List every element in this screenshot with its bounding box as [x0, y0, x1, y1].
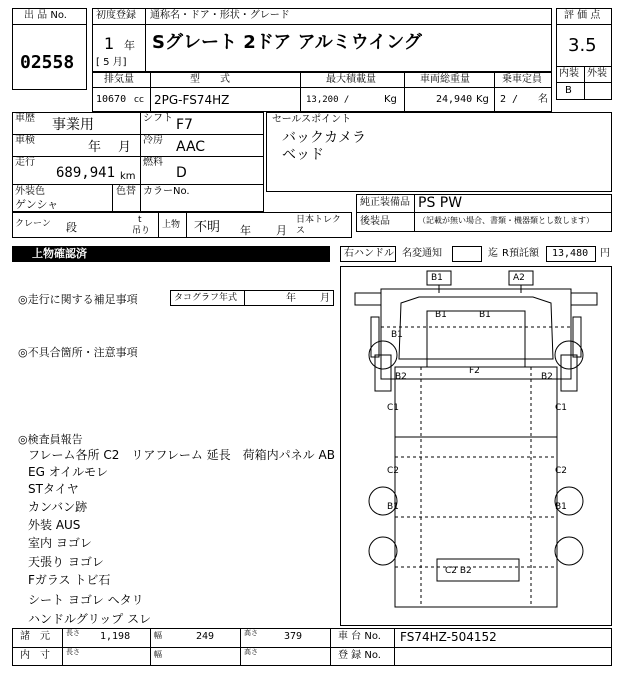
r-mileage-label: R預託額	[502, 248, 539, 259]
rating-value: 3.5	[568, 35, 597, 56]
aftermarket-note: （記載が無い場合、書類・機器類とし数します）	[418, 216, 594, 225]
diagram-label: C2	[387, 466, 400, 476]
diagram-label: C1	[555, 403, 568, 413]
displacement-value: 10670	[96, 94, 127, 105]
shift-value: F7	[176, 117, 193, 133]
interior-height-label: 高さ	[244, 648, 258, 656]
inspection-year-unit: 年	[88, 140, 102, 155]
interior-length-label: 長さ	[66, 648, 80, 656]
crane-hook-label: 吊り	[132, 226, 151, 236]
height-label: 高さ	[244, 629, 258, 637]
model-code-label: 型 式	[190, 74, 230, 85]
exterior-label: 外装	[587, 68, 607, 79]
diagram-label: F2	[469, 366, 480, 376]
r-deposit-value: 13,480	[552, 248, 589, 259]
fuel-label: 燃料	[143, 157, 163, 168]
diagram-label: B1	[555, 502, 567, 512]
height-value: 379	[284, 631, 303, 642]
diagram-label: B1	[479, 310, 491, 320]
diagram-label: C1	[387, 403, 400, 413]
inspector-line: フレーム各所 C2 リアフレーム 延長 荷箱内パネル AB	[28, 448, 335, 462]
mileage-label: 走行	[15, 157, 35, 168]
inspector-line: シート ヨゴレ ヘタリ	[28, 593, 144, 607]
japan-truck-label: 日本トレク	[296, 215, 341, 225]
crane-ton-label: t	[138, 215, 142, 225]
sales-points-label: セールスポイント	[272, 114, 352, 125]
supplement-label: ◎走行に関する補足事項	[18, 293, 138, 306]
model-name: Sグレート 2ドア アルミウイング	[152, 32, 422, 53]
mileage-value: 689,941	[56, 165, 116, 181]
inspector-label: ◎検査員報告	[18, 433, 83, 446]
color-no-label: 色替	[116, 186, 136, 197]
diagram-label: A2	[513, 273, 525, 283]
max-load-label: 最大積載量	[326, 74, 376, 85]
inspector-line: 室内 ヨゴレ	[28, 536, 92, 550]
ac-value: AAC	[176, 139, 206, 155]
inspector-line: ハンドルグリップ スレ	[28, 612, 152, 626]
tachograph-label: タコグラフ年式	[174, 293, 238, 303]
inspector-line: EG オイルモレ	[28, 465, 109, 479]
width-value: 249	[196, 631, 215, 642]
inspector-line: 外装 AUS	[28, 518, 81, 532]
chassis-label: 車 台 No.	[338, 631, 381, 642]
defects-label: ◎不具合箇所・注意事項	[18, 346, 138, 359]
color-code-label: カラーNo.	[143, 186, 190, 197]
mileage-check-label: 迄	[488, 248, 498, 259]
inspector-line: 天張り ヨゴレ	[28, 555, 104, 569]
max-load-value: 13,200 /	[306, 95, 350, 105]
crane-stage-unit: 段	[66, 221, 77, 234]
tachograph-month-unit: 月	[320, 293, 330, 304]
interior-width-label: 幅	[154, 650, 162, 659]
upper-month-unit: 月	[276, 224, 287, 237]
details-box	[12, 112, 264, 212]
diagram-label: B1	[431, 273, 443, 283]
truck-diagram	[340, 266, 612, 626]
interior-grade: B	[565, 85, 572, 96]
history-value: 事業用	[52, 117, 94, 133]
diagram-label: C2 B2	[445, 566, 472, 576]
length-value: 1,198	[100, 631, 131, 642]
upper-label: 上物	[162, 220, 181, 230]
diagram-label: C2	[555, 466, 568, 476]
gross-weight-label: 車両総重量	[420, 74, 470, 85]
diagram-label: B1	[387, 502, 399, 512]
mileage-unit: km	[120, 171, 136, 182]
name-change-box	[452, 246, 482, 262]
interior-dims-label: 内 寸	[20, 650, 50, 661]
ac-label: 冷房	[143, 135, 163, 146]
shift-label: シフト	[143, 113, 173, 124]
crane-label: クレーン	[15, 219, 51, 229]
first-reg-year: 1	[104, 34, 115, 53]
rating-label: 評 価 点	[564, 10, 601, 21]
lot-label: 出 品 No.	[24, 10, 67, 21]
aftermarket-label: 後装品	[360, 216, 390, 227]
lot-number: 02558	[20, 52, 75, 73]
diagram-label: B2	[395, 372, 407, 382]
fuel-value: D	[176, 165, 187, 181]
inspection-month-unit: 月	[118, 140, 132, 155]
inspector-line: Fガラス トビ石	[28, 573, 111, 587]
inspection-label: 車検	[15, 135, 35, 146]
r-deposit-unit: 円	[600, 248, 610, 259]
equipment-label: 純正装備品	[360, 197, 410, 208]
inspector-line: STタイヤ	[28, 482, 79, 496]
tachograph-year-unit: 年	[286, 293, 296, 304]
capacity-unit: 名	[538, 94, 548, 105]
name-change-label: 名変通知	[402, 248, 442, 259]
interior-label: 内装	[559, 68, 579, 79]
displacement-label: 排気量	[104, 74, 134, 85]
color-value: ゲンシャ	[15, 198, 59, 211]
diagram-label: B1	[435, 310, 447, 320]
diagram-label: B2	[541, 372, 553, 382]
gross-weight-unit: Kg	[476, 94, 489, 105]
chassis-value: FS74HZ-504152	[400, 630, 497, 644]
model-code: 2PG-FS74HZ	[154, 93, 230, 107]
sales-point-2: ベッド	[282, 147, 324, 163]
upper-value: 不明	[194, 220, 221, 235]
equipment-value: PS PW	[418, 195, 463, 211]
steering-value: 右ハンドル	[344, 248, 394, 259]
sales-point-1: バックカメラ	[282, 130, 366, 146]
displacement-unit: cc	[134, 95, 144, 105]
width-label: 幅	[154, 631, 162, 640]
history-label: 車歴	[15, 113, 35, 124]
capacity-value: 2 /	[500, 94, 519, 105]
inspector-line: カンバン跡	[28, 500, 88, 514]
capacity-label: 乗車定員	[502, 74, 542, 85]
japan-truck-suffix: ス	[296, 226, 306, 236]
gross-weight-value: 24,940	[436, 94, 473, 105]
first-reg-label: 初度登録	[96, 10, 136, 21]
color-label: 外装色	[15, 186, 45, 197]
dimensions-label: 諸 元	[20, 631, 50, 642]
truck-outline	[341, 267, 611, 625]
first-reg-month: [ 5 月]	[96, 57, 127, 68]
upper-confirm-label: 上物確認済	[32, 247, 87, 260]
registration-label: 登 録 No.	[338, 650, 381, 661]
year-unit: 年	[124, 39, 135, 52]
model-info-label: 通称名・ドア・形状・グレード	[150, 10, 290, 21]
diagram-label: B1	[391, 330, 403, 340]
length-label: 長さ	[66, 629, 80, 637]
upper-year-unit: 年	[240, 224, 251, 237]
max-load-unit: Kg	[384, 94, 397, 105]
